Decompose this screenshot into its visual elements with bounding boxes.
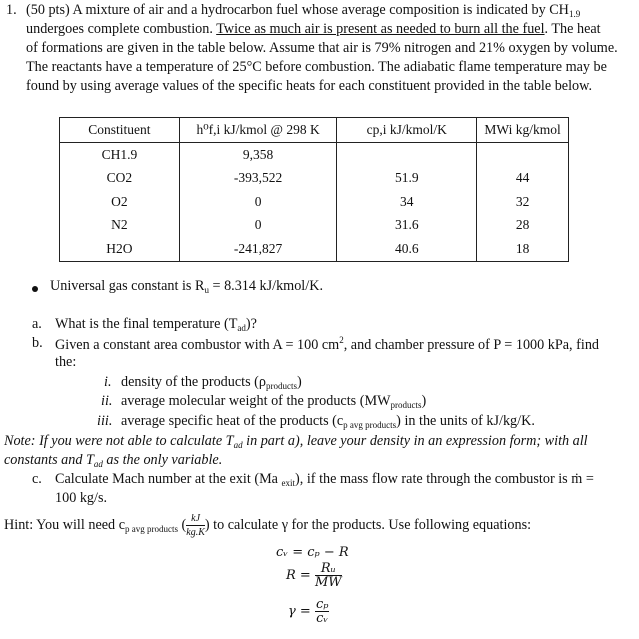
problem-line-2-pre: undergoes complete combustion.	[26, 21, 217, 37]
hint-pre: Hint: You will need c	[4, 516, 125, 533]
problem-line-1-text: (50 pts) A mixture of air and a hydrocarbon fuel whose average composition is indicated by CH	[26, 2, 569, 18]
note-line-1	[4, 433, 588, 450]
cell-constituent: CH1.9	[60, 143, 180, 167]
cell-mw: 18	[477, 237, 569, 261]
note-line-1-pre: Note: If you were not able to calculate T	[4, 433, 234, 449]
header-constituent: Constituent	[60, 118, 180, 143]
table-row	[60, 190, 569, 214]
item-iii-sub: p avg products	[343, 420, 397, 430]
properties-table	[59, 117, 569, 262]
cell-constituent: N2	[60, 214, 180, 238]
part-c-line-2: 100 kg/s.	[55, 490, 108, 506]
header-molecular-weight: MWi kg/kmol	[477, 118, 569, 143]
cell-hf: 0	[179, 190, 337, 214]
note-line-1-post: in part a), leave your density in an expression form; with all	[242, 433, 588, 449]
problem-line-2-post: . The heat	[544, 21, 601, 37]
cell-hf: 0	[179, 214, 337, 238]
cell-mw: 32	[477, 190, 569, 214]
header-specific-heat: cp,i kJ/kmol/K	[337, 118, 477, 143]
gas-constant-line	[50, 278, 323, 295]
part-b-text	[55, 335, 599, 354]
cell-mw: 28	[477, 214, 569, 238]
gas-constant-pre: Universal gas constant is R	[50, 278, 205, 294]
equation-r	[286, 562, 342, 589]
part-a-text	[55, 316, 257, 333]
cell-constituent: O2	[60, 190, 180, 214]
item-ii-sub: products	[390, 400, 422, 410]
item-i-text	[121, 374, 302, 391]
gas-constant-post: = 8.314 kJ/kmol/K.	[208, 278, 323, 294]
part-c-pre: Calculate Mach number at the exit (Ma	[55, 471, 282, 487]
part-b-post: , and chamber pressure of P = 1000 kPa, find	[343, 337, 600, 353]
header-heat-of-formation: h⁰f,i kJ/kmol @ 298 K	[179, 118, 337, 143]
table-row	[60, 237, 569, 261]
hint-units-fraction	[186, 512, 205, 539]
problem-line-5: found by using average values of the specific heats for each constituent provided in the table below.	[26, 78, 592, 94]
cell-cp	[337, 143, 477, 167]
equation-r-den: MW	[314, 575, 342, 590]
item-ii-pre: average molecular weight of the products (MW	[121, 393, 391, 409]
item-i-sub: products	[266, 381, 297, 391]
problem-line-1	[26, 2, 580, 19]
table-row	[60, 167, 569, 191]
hint-line	[4, 512, 531, 539]
part-c-label: c.	[32, 471, 42, 487]
underlined-statement: Twice as much air is present as needed to burn all the fuel	[216, 21, 545, 37]
item-ii-text	[121, 393, 426, 410]
item-iii-text	[121, 413, 535, 430]
cell-cp: 34	[337, 190, 477, 214]
equation-gamma	[288, 598, 329, 625]
hint-sub: p avg products	[125, 523, 178, 534]
part-a-pre: What is the final temperature (T	[55, 316, 238, 332]
problem-number: 1.	[6, 2, 17, 18]
table-row	[60, 214, 569, 238]
equation-gamma-den: cᵥ	[316, 611, 329, 626]
cell-constituent: H2O	[60, 237, 180, 261]
note-line-2-post: as the only variable.	[102, 452, 223, 468]
note-line-2-sub: ad	[93, 459, 103, 469]
cell-cp: 40.6	[337, 237, 477, 261]
item-iii-label: iii.	[97, 413, 113, 429]
note-line-2-pre: constants and T	[4, 452, 94, 468]
cell-hf: -241,827	[179, 237, 337, 261]
cell-cp: 31.6	[337, 214, 477, 238]
item-ii-post: )	[421, 393, 427, 409]
hint-post: ) to calculate γ for the products. Use following equations:	[204, 516, 532, 533]
item-iii-pre: average specific heat of the products (c	[121, 413, 344, 429]
equation-gamma-lhs: γ =	[288, 604, 311, 619]
fuel-subscript: 1.9	[568, 9, 581, 19]
part-b-pre: Given a constant area combustor with A = 100 cm	[55, 337, 340, 353]
note-line-2	[4, 452, 222, 469]
problem-line-2	[26, 21, 601, 38]
part-c-text	[55, 471, 594, 488]
hint-paren: (	[178, 516, 187, 533]
problem-line-4: The reactants have a temperature of 25°C before combustion. The adiabatic flame temperature may be	[26, 59, 607, 75]
item-i-post: )	[297, 374, 302, 390]
equation-gamma-num: cₚ	[315, 597, 329, 612]
table-row	[60, 143, 569, 167]
cell-cp: 51.9	[337, 167, 477, 191]
part-c-mid: ), if the mass flow rate through the combustor is ṁ =	[295, 471, 594, 487]
equation-r-num: Rᵤ	[315, 562, 342, 576]
bullet-dot	[32, 286, 38, 292]
part-b-sup: 2	[339, 335, 344, 345]
item-iii-post: ) in the units of kJ/kg/K.	[396, 413, 535, 429]
hint-frac-den: kg.K	[186, 527, 205, 538]
hint-frac-num: kJ	[186, 512, 205, 526]
equation-cv: cᵥ = cₚ − R	[276, 545, 349, 560]
equation-r-fraction	[315, 562, 342, 589]
cell-hf: 9,358	[179, 143, 337, 167]
cell-mw: 44	[477, 167, 569, 191]
cell-hf: -393,522	[179, 167, 337, 191]
problem-line-3: of formations are given in the table below. Assume that air is 79% nitrogen and 21% oxygen by volume.	[26, 40, 618, 56]
table-header-row	[60, 118, 569, 143]
part-b-label: b.	[32, 335, 43, 351]
cell-constituent: CO2	[60, 167, 180, 191]
part-a-label: a.	[32, 316, 42, 332]
gas-constant-sub: u	[204, 285, 209, 295]
part-c-sub: exit	[281, 478, 296, 488]
item-ii-label: ii.	[101, 393, 113, 409]
equation-gamma-fraction	[315, 598, 329, 625]
part-b-line-2: the:	[55, 354, 77, 370]
item-i-pre: density of the products (ρ	[121, 374, 266, 390]
part-a-post: )?	[245, 316, 257, 332]
equation-r-lhs: R =	[286, 568, 311, 583]
part-a-sub: ad	[237, 323, 246, 333]
cell-mw	[477, 143, 569, 167]
note-line-1-sub: ad	[233, 440, 243, 450]
item-i-label: i.	[104, 374, 112, 390]
